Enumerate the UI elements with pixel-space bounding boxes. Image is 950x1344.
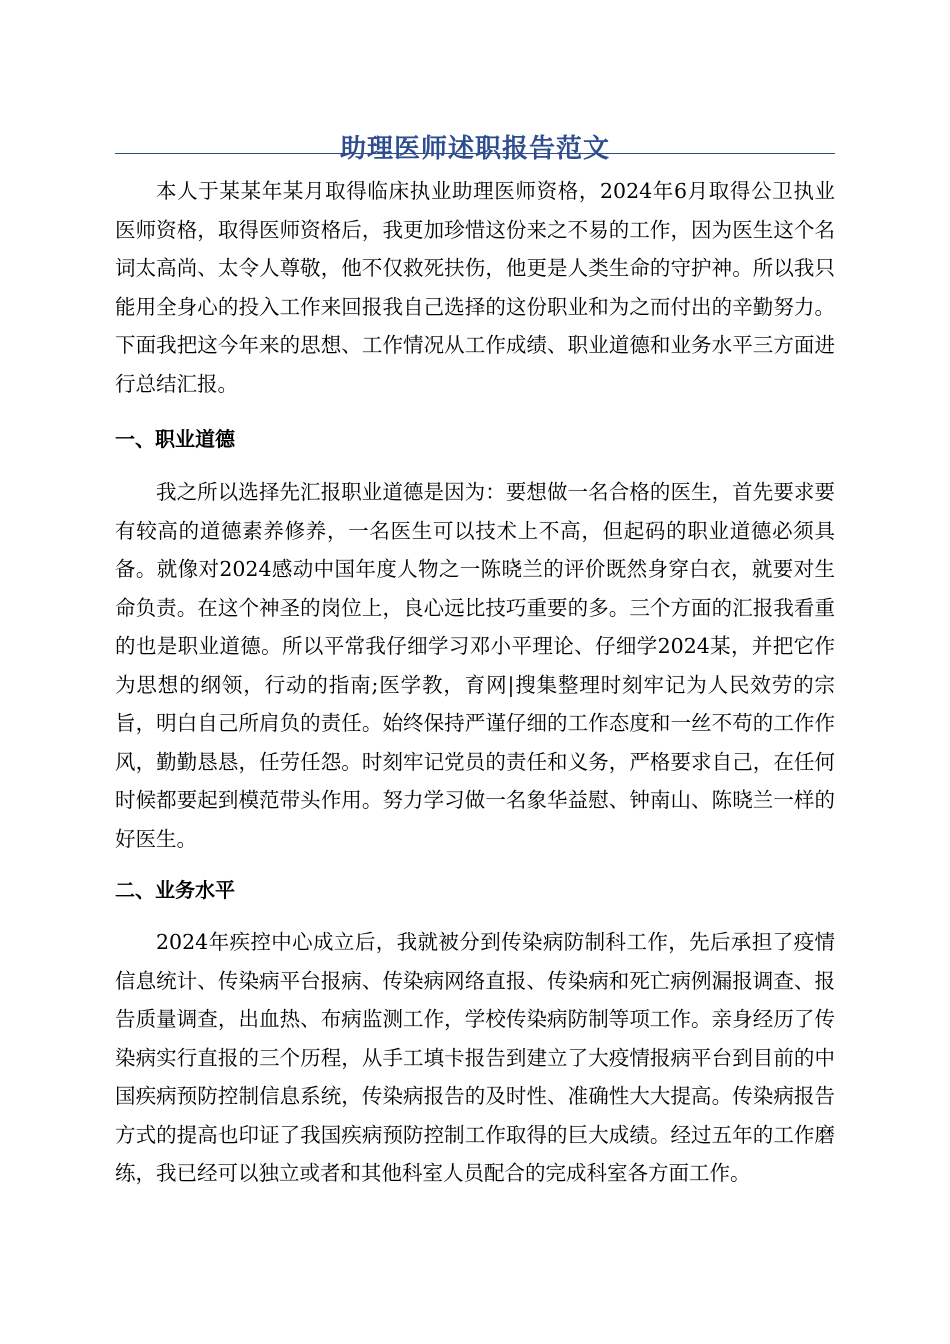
- section-body-ethics: 我之所以选择先汇报职业道德是因为：要想做一名合格的医生，首先要求要有较高的道德素养修养，一名医生可以技术上不高，但起码的职业道德必须具备。就像对2024感动中国年度人物之一陈晓兰的评价既然身穿白衣，就要对生命负责。在这个神圣的岗位上，良心远比技巧重要的多。三个方面的汇报我看重的也是职业道德。所以平常我仔细学习邓小平理论、仔细学2024某，并把它作为思想的纲领，行动的指南;医学教，育网|搜集整理时刻牢记为人民效劳的宗旨，明白自己所肩负的责任。始终保持严谨仔细的工作态度和一丝不苟的工作作风，勤勤恳恳，任劳任怨。时刻牢记党员的责任和义务，严格要求自己，在任何时候都要起到模范带头作用。努力学习做一名象华益慰、钟南山、陈晓兰一样的好医生。: [115, 480, 835, 851]
- intro-paragraph: 本人于某某年某月取得临床执业助理医师资格，2024年6月取得公卫执业医师资格，取得医师资格后，我更加珍惜这份来之不易的工作，因为医生这个名词太高尚、太令人尊敬，他不仅救死扶伤，他更是人类生命的守护神。所以我只能用全身心的投入工作来回报我自己选择的这份职业和为之而付出的辛勤努力。下面我把这今年来的思想、工作情况从工作成绩、职业道德和业务水平三方面进行总结汇报。: [115, 179, 835, 396]
- title-underline: [115, 153, 835, 154]
- section-heading-ethics: 一、职业道德: [115, 427, 235, 451]
- document-title: 助理医师述职报告范文: [339, 134, 610, 165]
- section-heading-skill: 二、业务水平: [115, 878, 235, 902]
- section-body-skill: 2024年疾控中心成立后，我就被分到传染病防制科工作，先后承担了疫情信息统计、传染病平台报病、传染病网络直报、传染病和死亡病例漏报调查、报告质量调查，出血热、布病监测工作，学校传染病防制等项工作。亲身经历了传染病实行直报的三个历程，从手工填卡报告到建立了大疫情报病平台到目前的中国疾病预防控制信息系统，传染病报告的及时性、准确性大大提高。传染病报告方式的提高也印证了我国疾病预防控制工作取得的巨大成绩。经过五年的工作磨练，我已经可以独立或者和其他科室人员配合的完成科室各方面工作。: [115, 930, 835, 1185]
